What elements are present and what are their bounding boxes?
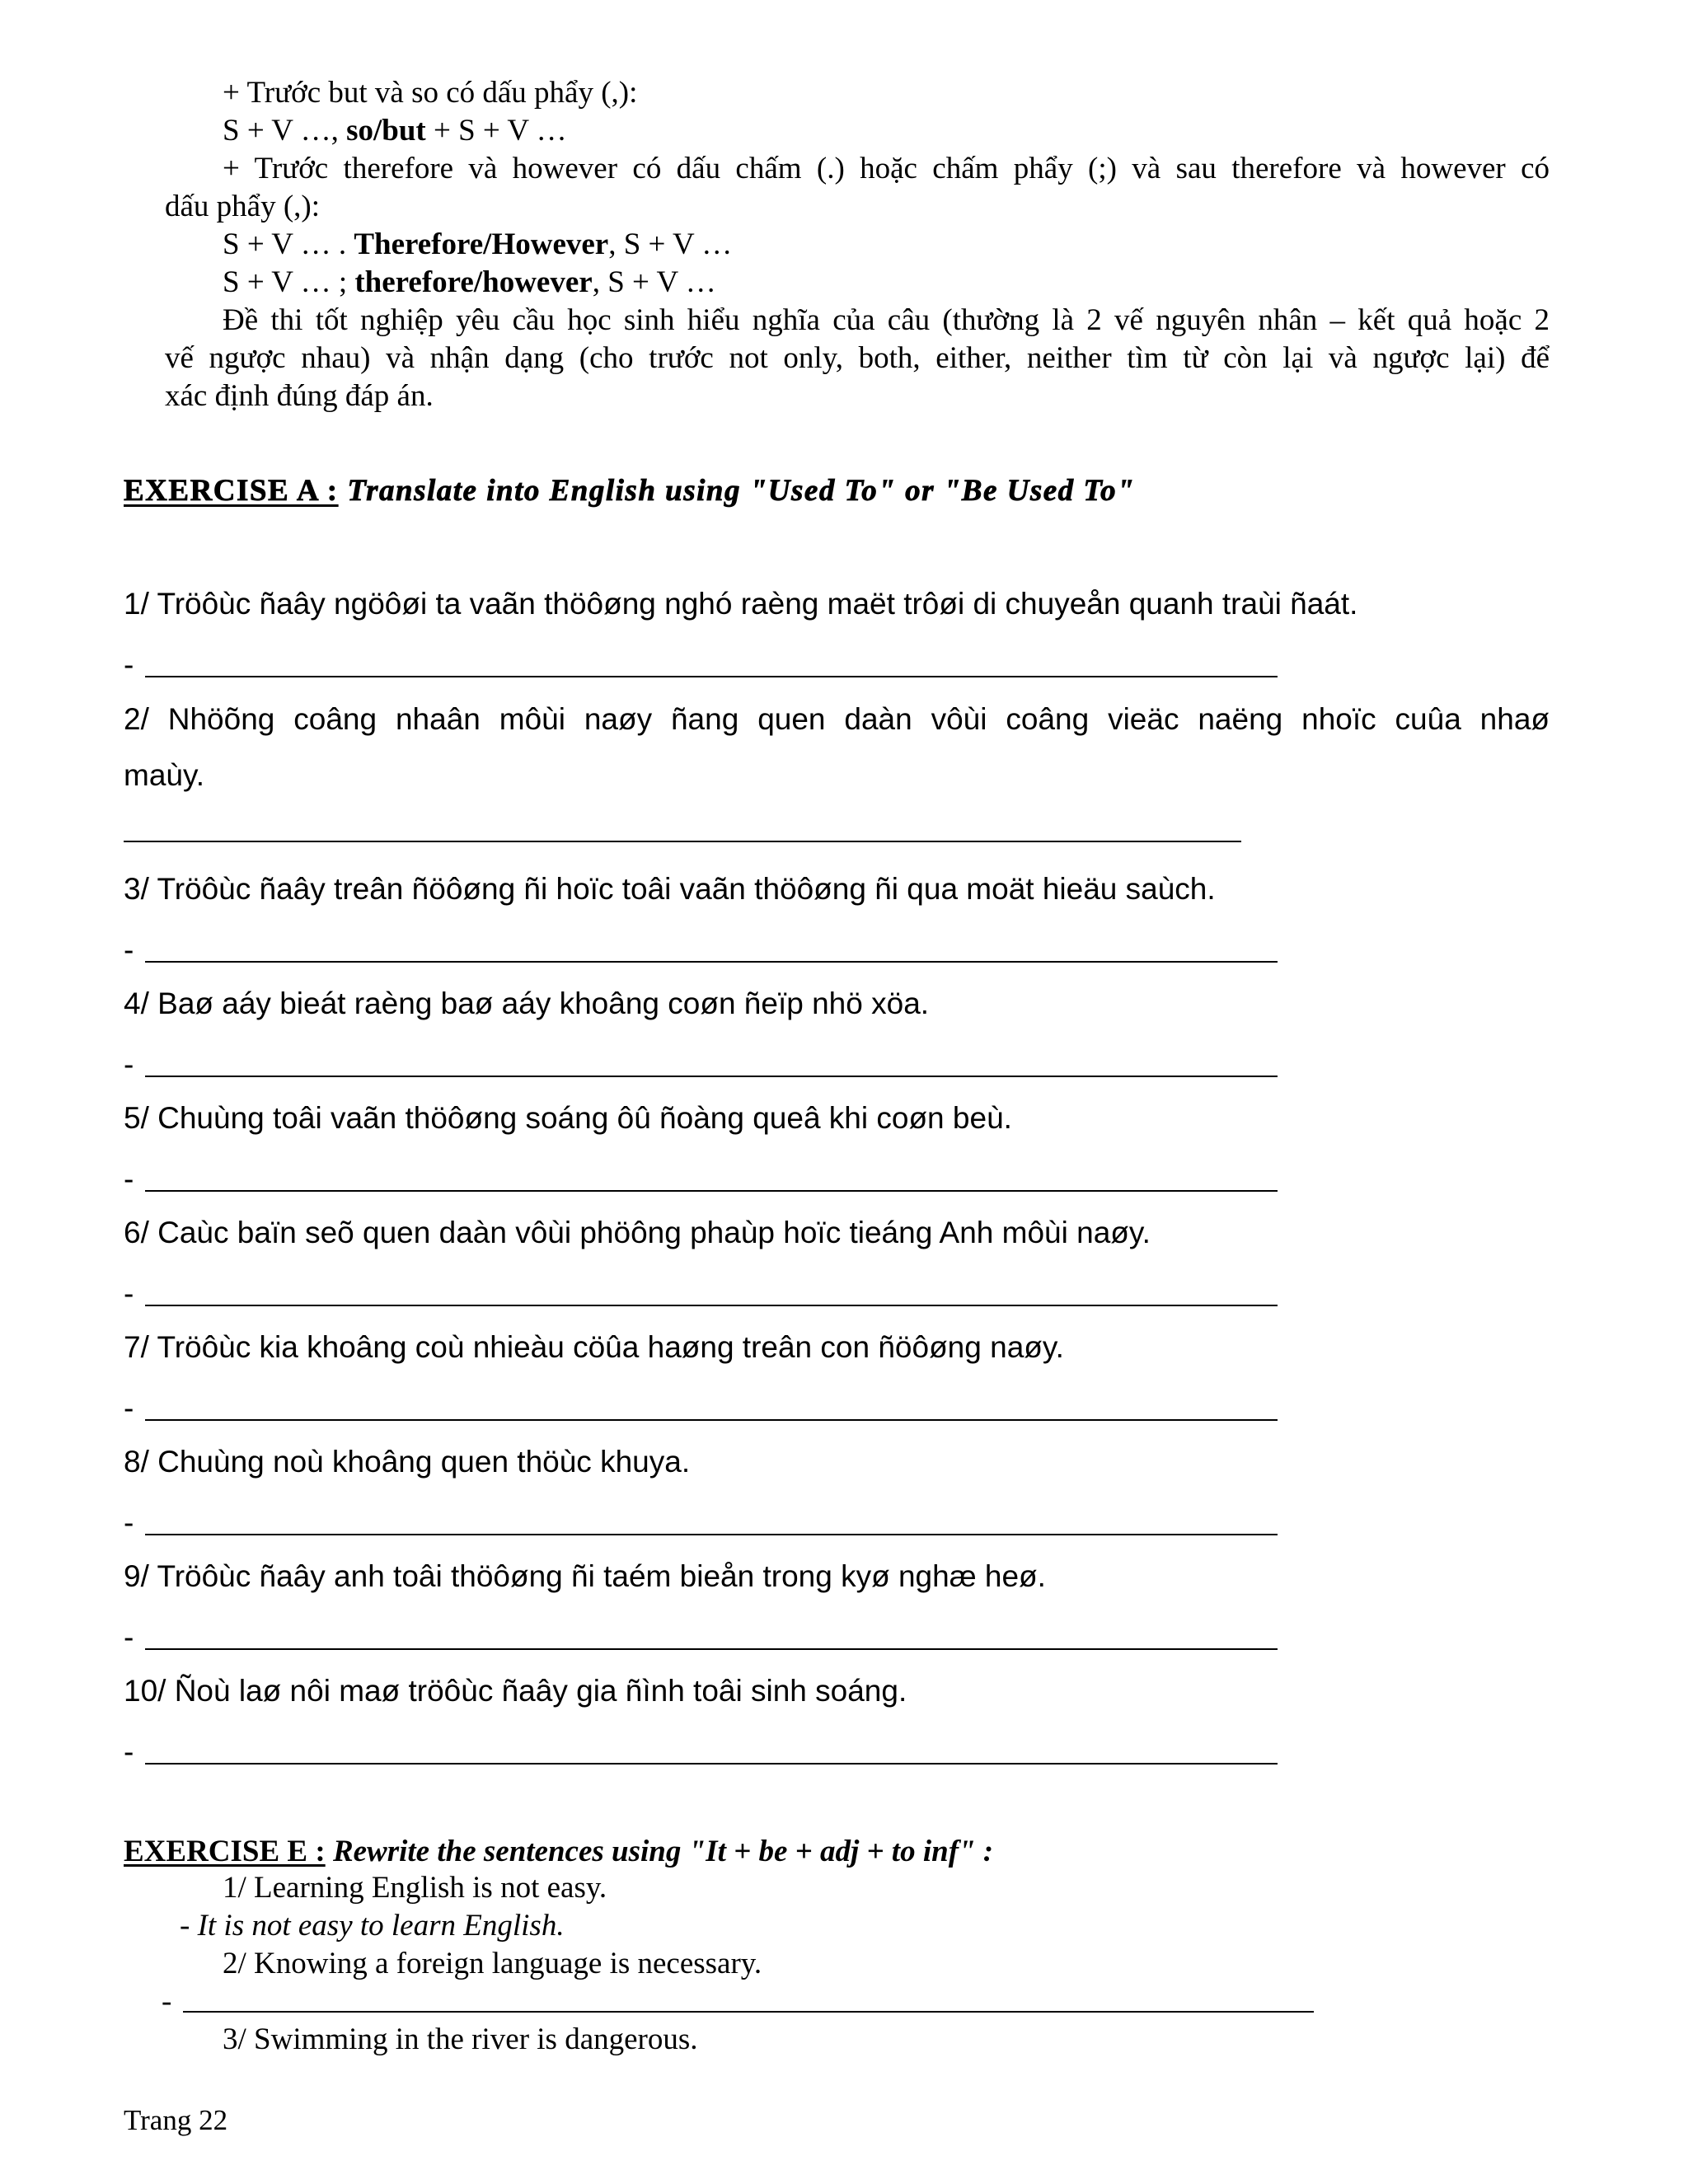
rule-therefore-however-line1: + Trước therefore và however có dấu chấm (.) hoặc chấm phẩy (;) và sau therefore và however có — [223, 152, 1550, 185]
exercise-e-question-2: 2/ Knowing a foreign language is necessary. — [223, 1947, 762, 1980]
exercise-e-label: EXERCISE E : — [124, 1835, 326, 1868]
answer-dash-10: - — [124, 1735, 134, 1769]
answer-dash-8: - — [124, 1506, 134, 1540]
answer-line-9[interactable] — [145, 1648, 1278, 1650]
formula-pre: S + V … ; — [223, 265, 355, 299]
rule-but-so: + Trước but và so có dấu phẩy (,): — [223, 76, 638, 110]
question-7: 7/ Tröôùc kia khoâng coù nhieàu cöûa haøng treân con ñöôøng naøy. — [124, 1330, 1064, 1364]
formula-post: + S + V … — [425, 114, 567, 148]
question-8: 8/ Chuùng noù khoâng quen thöùc khuya. — [124, 1445, 691, 1479]
answer-dash-6: - — [124, 1277, 134, 1310]
formula-post: , S + V … — [608, 227, 733, 261]
formula-pre: S + V …, — [223, 114, 347, 148]
exam-note-line3: xác định đúng đáp án. — [165, 379, 434, 413]
answer-dash-9: - — [124, 1620, 134, 1654]
formula-so-but — [223, 112, 567, 150]
answer-line-6[interactable] — [145, 1305, 1278, 1306]
question-6: 6/ Caùc baïn seõ quen daàn vôùi phöông phaùp hoïc tieáng Anh môùi naøy. — [124, 1216, 1151, 1249]
answer-line-10[interactable] — [145, 1763, 1278, 1765]
answer-line-4[interactable] — [145, 1076, 1278, 1077]
exercise-a-label: EXERCISE A : — [124, 474, 339, 508]
exercise-e-question-1: 1/ Learning English is not easy. — [223, 1871, 607, 1905]
question-2: 2/ Nhöõng coâng nhaân môùi naøy ñang quen daàn vôùi coâng vieäc naëng nhoïc cuûa nhaø — [124, 702, 1550, 736]
exercise-a-title: Translate into English using "Used To" or "Be Used To" — [347, 474, 1136, 508]
answer-line-1[interactable] — [145, 676, 1278, 677]
exercise-e-example-answer: - It is not easy to learn English. — [180, 1909, 565, 1943]
answer-dash-7: - — [124, 1391, 134, 1425]
question-4: 4/ Baø aáy bieát raèng baø aáy khoâng coøn ñeïp nhö xöa. — [124, 987, 930, 1020]
formula-therefore-however-semicolon — [223, 264, 716, 302]
exercise-e-question-3: 3/ Swimming in the river is dangerous. — [223, 2022, 698, 2056]
exercise-e-title: Rewrite the sentences using "It + be + adj + to inf" : — [332, 1835, 994, 1868]
page-number: Trang 22 — [124, 2104, 228, 2136]
exercise-e-answer-dash-2: - — [162, 1985, 172, 2018]
question-5: 5/ Chuùng toâi vaãn thöôøng soáng ôû ñoàng queâ khi coøn beù. — [124, 1101, 1012, 1135]
exam-note-line2: vế ngược nhau) và nhận dạng (cho trước not only, both, either, neither tìm từ còn lại và ngược lại) để — [165, 341, 1550, 375]
question-9: 9/ Tröôùc ñaây anh toâi thöôøng ñi taém bieån trong kyø nghæ heø. — [124, 1559, 1046, 1593]
formula-post: , S + V … — [592, 265, 716, 299]
answer-line-5[interactable] — [145, 1190, 1278, 1192]
answer-dash-5: - — [124, 1162, 134, 1196]
formula-keyword: so/but — [346, 114, 426, 148]
answer-line-2[interactable] — [124, 841, 1241, 842]
question-2-continued: maùy. — [124, 758, 205, 792]
exercise-e-answer-line-2[interactable] — [183, 2011, 1314, 2013]
exercise-a-heading — [124, 473, 1135, 509]
formula-keyword: Therefore/However — [354, 227, 609, 261]
answer-line-3[interactable] — [145, 961, 1278, 963]
exam-note-line1: Đề thi tốt nghiệp yêu cầu học sinh hiểu nghĩa của câu (thường là 2 vế nguyên nhân – kết quả hoặc 2 — [223, 303, 1550, 337]
formula-keyword: therefore/however — [354, 265, 593, 299]
rule-therefore-however-line2: dấu phẩy (,): — [165, 190, 321, 223]
formula-therefore-however-period — [223, 226, 732, 264]
answer-dash-1: - — [124, 648, 134, 682]
answer-line-8[interactable] — [145, 1534, 1278, 1535]
answer-dash-4: - — [124, 1047, 134, 1081]
answer-line-7[interactable] — [145, 1419, 1278, 1421]
question-3: 3/ Tröôùc ñaây treân ñöôøng ñi hoïc toâi vaãn thöôøng ñi qua moät hieäu saùch. — [124, 872, 1216, 906]
formula-pre: S + V … . — [223, 227, 354, 261]
exercise-e-heading — [124, 1834, 993, 1869]
answer-dash-3: - — [124, 933, 134, 967]
question-1: 1/ Tröôùc ñaây ngöôøi ta vaãn thöôøng nghó raèng maët trôøi di chuyeån quanh traùi ñaát. — [124, 587, 1358, 621]
question-10: 10/ Ñoù laø nôi maø tröôùc ñaây gia ñình toâi sinh soáng. — [124, 1674, 907, 1708]
